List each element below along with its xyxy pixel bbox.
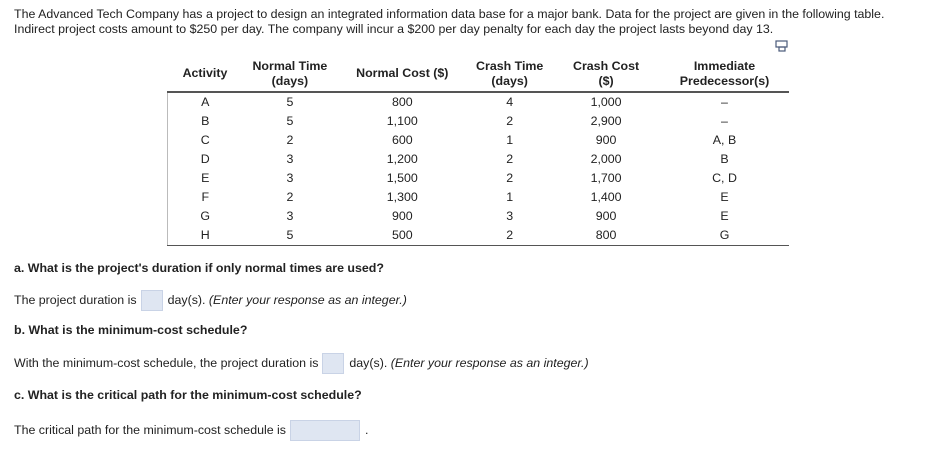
cell-predecessors: E (720, 209, 729, 223)
header-activity: Activity (168, 56, 243, 92)
cell-crash-time: 3 (506, 209, 514, 223)
cell-normal-cost: 1,500 (386, 171, 418, 185)
question-a-suffix: day(s). (167, 292, 206, 307)
cell-crash-time: 2 (506, 171, 514, 185)
cell-crash-cost: 1,700 (590, 171, 622, 185)
cell-activity: H (168, 226, 243, 246)
cell-predecessors: A, B (712, 133, 737, 147)
question-b-hint: (Enter your response as an integer.) (390, 355, 589, 370)
question-c-prefix: The critical path for the minimum-cost schedule is (14, 422, 287, 437)
cell-activity: F (168, 188, 243, 207)
cell-normal-cost: 900 (391, 209, 413, 223)
cell-normal-time: 2 (286, 190, 294, 204)
question-a-answer-line (14, 290, 407, 311)
question-c-answer-line (14, 420, 368, 441)
question-b-prefix: With the minimum-cost schedule, the project duration is (14, 355, 319, 370)
table-row (168, 169, 790, 188)
question-a-hint: (Enter your response as an integer.) (208, 292, 407, 307)
copy-to-clipboard-icon[interactable] (775, 40, 789, 52)
header-normal-cost: Normal Cost ($) (337, 56, 467, 92)
cell-predecessors: G (660, 226, 789, 246)
cell-normal-time: 3 (286, 171, 294, 185)
question-b-answer-line (14, 353, 589, 374)
table-row (168, 131, 790, 150)
question-c-title: c. What is the critical path for the minimum-cost schedule? (14, 388, 362, 402)
question-a-prefix: The project duration is (14, 292, 137, 307)
header-crash-time: Crash Time (days) (467, 56, 552, 92)
cell-activity: B (168, 112, 243, 131)
cell-normal-cost: 600 (391, 133, 413, 147)
cell-crash-time: 2 (467, 226, 552, 246)
cell-activity: D (168, 150, 243, 169)
cell-predecessors: E (720, 190, 729, 204)
cell-normal-cost: 500 (337, 226, 467, 246)
question-b-suffix: day(s). (349, 355, 388, 370)
min-cost-duration-input[interactable] (322, 353, 344, 374)
question-a-title: a. What is the project's duration if only normal times are used? (14, 261, 384, 275)
cell-activity: G (168, 207, 243, 226)
cell-crash-cost: 800 (552, 226, 660, 246)
table-header-row (168, 56, 790, 92)
cell-normal-time: 5 (286, 114, 294, 128)
cell-predecessors: C, D (712, 171, 737, 185)
problem-statement (14, 7, 934, 37)
header-normal-time: Normal Time (days) (242, 56, 337, 92)
cell-crash-time: 1 (506, 133, 514, 147)
header-crash-cost: Crash Cost ($) (552, 56, 660, 92)
table-row (168, 207, 790, 226)
cell-crash-cost: 2,000 (590, 152, 622, 166)
cell-normal-time: 2 (286, 133, 294, 147)
intro-line-2: Indirect project costs amount to $250 per day. The company will incur a $200 per day penalty for each day the project lasts beyond day 13. (14, 22, 774, 36)
table-row (168, 150, 790, 169)
project-duration-input[interactable] (141, 290, 163, 311)
cell-crash-cost: 900 (595, 209, 617, 223)
table-row (168, 92, 790, 112)
cell-crash-time: 2 (506, 114, 514, 128)
cell-normal-time: 5 (242, 226, 337, 246)
header-predecessors: Immediate Predecessor(s) (660, 56, 789, 92)
cell-activity: A (168, 92, 243, 112)
cell-normal-time: 5 (286, 95, 294, 109)
table-row (168, 112, 790, 131)
cell-predecessors: B (720, 152, 729, 166)
cell-normal-cost: 800 (391, 95, 413, 109)
cell-crash-cost: 900 (595, 133, 617, 147)
cell-predecessors: – (721, 95, 728, 109)
cell-crash-time: 1 (506, 190, 514, 204)
table-row (168, 188, 790, 207)
intro-line-1: The Advanced Tech Company has a project to design an integrated information data base for a major bank. Data for the project are given in the following table. (14, 7, 885, 21)
table-row (168, 226, 790, 246)
question-b-title: b. What is the minimum-cost schedule? (14, 323, 248, 337)
cell-normal-cost: 1,300 (386, 190, 418, 204)
cell-crash-time: 2 (506, 152, 514, 166)
cell-crash-cost: 2,900 (590, 114, 622, 128)
critical-path-input[interactable] (290, 420, 360, 441)
cell-normal-cost: 1,200 (386, 152, 418, 166)
cell-predecessors: – (721, 114, 728, 128)
question-c-suffix: . (365, 422, 369, 437)
cell-activity: C (168, 131, 243, 150)
cell-crash-cost: 1,400 (590, 190, 622, 204)
cell-normal-time: 3 (286, 152, 294, 166)
cell-activity: E (168, 169, 243, 188)
cell-normal-time: 3 (286, 209, 294, 223)
cell-crash-cost: 1,000 (590, 95, 622, 109)
cell-normal-cost: 1,100 (386, 114, 418, 128)
project-data-table (167, 56, 789, 246)
cell-crash-time: 4 (506, 95, 514, 109)
